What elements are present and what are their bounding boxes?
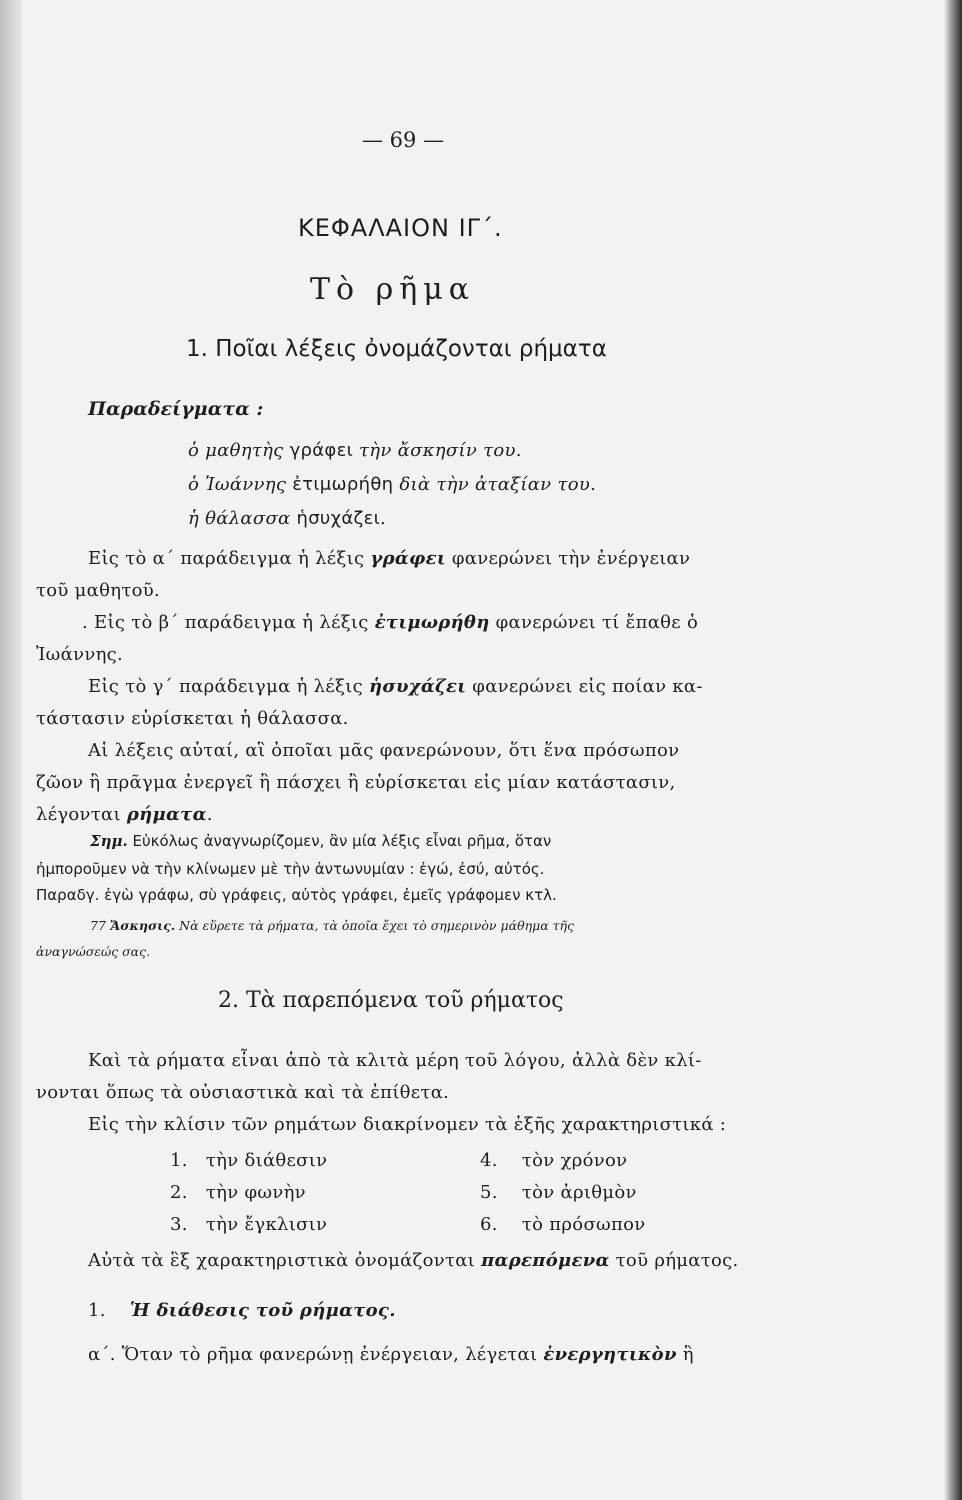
- text-line: Εἰς τὴν κλίσιν τῶν ρημάτων διακρίνομεν τὰ ἑξῆς χαρακτηριστικά :: [88, 1114, 727, 1135]
- exercise-line: ἀναγνώσεώς σας.: [36, 944, 151, 959]
- example-line: ὁ Ἰωάννης ἐτιμωρήθη διὰ τὴν ἀταξίαν του.: [188, 474, 597, 495]
- chapter-heading: ΚΕΦΑΛΑΙΟΝ ΙΓ΄.: [298, 214, 503, 242]
- feature-item: 2. τὴν φωνὴν: [170, 1182, 306, 1203]
- feature-item: 3. τὴν ἔγκλισιν: [170, 1214, 328, 1235]
- exercise-line: 77 Ἄσκησις. Νὰ εὕρετε τὰ ρήματα, τὰ ὁποῖα ἔχει τὸ σημερινὸν μάθημα τῆς: [90, 918, 575, 933]
- feature-item: 1. τὴν διάθεσιν: [170, 1150, 328, 1171]
- text-line: νονται ὅπως τὰ οὐσιαστικὰ καὶ τὰ ἐπίθετα.: [36, 1082, 450, 1103]
- feature-item: 4. τὸν χρόνον: [480, 1150, 628, 1171]
- text-line: Αἱ λέξεις αὐταί, αἳ ὁποῖαι μᾶς φανερώνουν, ὅτι ἕνα πρόσωπον: [88, 740, 680, 761]
- summary-line: Αὐτὰ τὰ ἓξ χαρακτηριστικὰ ὀνομάζονται παρεπόμενα τοῦ ρήματος.: [88, 1250, 739, 1271]
- text-line: λέγονται ρήματα.: [36, 804, 213, 825]
- examples-label: Παραδείγματα :: [88, 398, 264, 420]
- text-line: Εἰς τὸ α΄ παράδειγμα ἡ λέξις γράφει φανερώνει τὴν ἐνέργειαν: [88, 548, 691, 569]
- note-line: Σημ. Εὐκόλως ἀναγνωρίζομεν, ἂν μία λέξις εἶναι ρῆμα, ὅταν: [90, 832, 552, 850]
- text-line: ζῶον ἢ πρᾶγμα ἐνεργεῖ ἢ πάσχει ἢ εὑρίσκεται εἰς μίαν κατάστασιν,: [36, 772, 676, 793]
- section-2-heading: 2. Τὰ παρεπόμενα τοῦ ρήματος: [218, 988, 564, 1013]
- example-line: ἡ θάλασσα ἡσυχάζει.: [188, 508, 387, 529]
- facing-page-edge: [0, 0, 22, 1500]
- text-line: α΄. Ὅταν τὸ ρῆμα φανερώνῃ ἐνέργειαν, λέγεται ἐνεργητικὸν ἢ: [88, 1344, 694, 1365]
- section-1-heading: 1. Ποῖαι λέξεις ὀνομάζονται ρήματα: [186, 336, 607, 362]
- text-line: τάστασιν εὑρίσκεται ἡ θάλασσα.: [36, 708, 349, 729]
- note-line: Παραδγ. ἐγὼ γράφω, σὺ γράφεις, αὐτὸς γράφει, ἐμεῖς γράφομεν κτλ.: [36, 886, 557, 904]
- page-edge-shadow: [944, 0, 962, 1500]
- text-line: τοῦ μαθητοῦ.: [36, 580, 160, 601]
- text-line: Ἰωάννης.: [36, 644, 124, 665]
- note-line: ἠμποροῦμεν νὰ τὴν κλίνωμεν μὲ τὴν ἀντωνυμίαν : ἐγώ, ἐσύ, αὐτός.: [36, 860, 545, 878]
- subsection-heading: 1. Ἡ διάθεσις τοῦ ρήματος.: [88, 1300, 396, 1321]
- feature-item: 6. τὸ πρόσωπον: [480, 1214, 646, 1235]
- text-line: . Εἰς τὸ β΄ παράδειγμα ἡ λέξις ἐτιμωρήθη φανερώνει τί ἔπαθε ὁ: [82, 612, 699, 633]
- page-number: — 69 —: [362, 128, 445, 152]
- example-line: ὁ μαθητὴς γράφει τὴν ἄσκησίν του.: [188, 440, 522, 461]
- text-line: Εἰς τὸ γ΄ παράδειγμα ἡ λέξις ἡσυχάζει φανερώνει εἰς ποίαν κα-: [88, 676, 703, 697]
- text-line: Καὶ τὰ ρήματα εἶναι ἀπὸ τὰ κλιτὰ μέρη τοῦ λόγου, ἀλλὰ δὲν κλί-: [88, 1050, 702, 1071]
- page-title: Τὸ ρῆμα: [310, 272, 475, 307]
- feature-item: 5. τὸν ἀριθμὸν: [480, 1182, 637, 1203]
